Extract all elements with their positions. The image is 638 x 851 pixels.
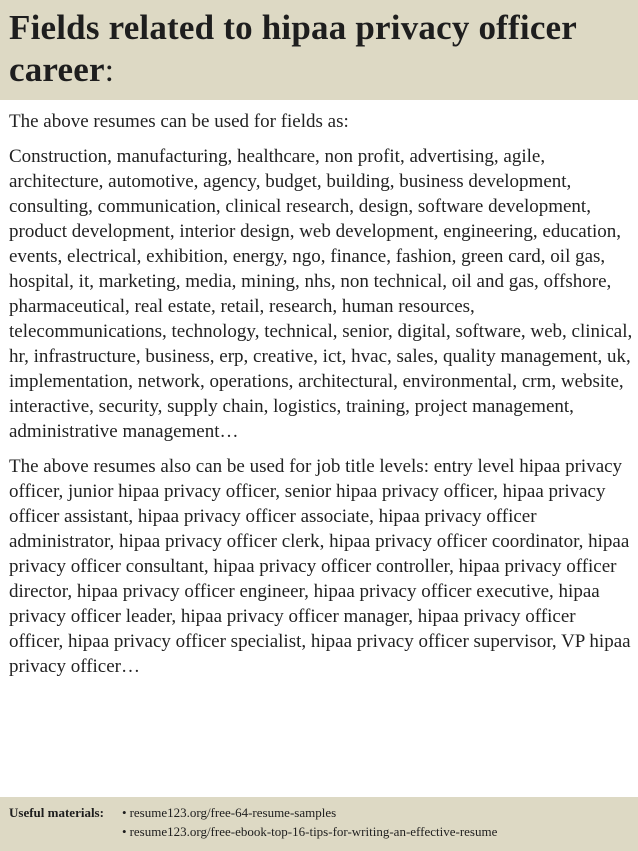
footer-row-1 bbox=[9, 803, 629, 822]
footer-link-ebook[interactable]: resume123.org/free-ebook-top-16-tips-for-writing-an-effective-resume bbox=[129, 824, 498, 839]
footer-label: Useful materials: bbox=[9, 805, 104, 820]
title-band bbox=[0, 0, 638, 100]
footer-row-2 bbox=[9, 822, 629, 841]
page-title bbox=[9, 7, 629, 92]
footer-band bbox=[0, 797, 638, 851]
fields-paragraph: Construction, manufacturing, healthcare, non profit, advertising, agile, architecture, automotive, agency, budget, building, business development, consulting, communication, clinical research, design, software development, product development, interior design, web development, engineering, education, events, electrical, exhibition, energy, ngo, finance, fashion, green card, oil gas, hospital, it, marketing, media, mining, nhs, non technical, oil and gas, offshore, pharmaceutical, real estate, retail, research, human resources, telecommunications, technology, technical, senior, digital, software, web, clinical, hr, infrastructure, business, erp, creative, ict, hvac, sales, quality management, uk, implementation, network, operations, architectural, environmental, crm, website, interactive, security, supply chain, logistics, training, project management, administrative management… bbox=[9, 146, 633, 442]
page-title-colon: : bbox=[104, 53, 115, 89]
footer-link-resume-samples[interactable]: resume123.org/free-64-resume-samples bbox=[129, 805, 337, 820]
job-levels-paragraph: The above resumes also can be used for job title levels: entry level hipaa privacy officer, junior hipaa privacy officer, senior hipaa privacy officer, hipaa privacy officer assistant, hipaa privacy officer associate, hipaa privacy officer administrator, hipaa privacy officer clerk, hipaa privacy officer coordinator, hipaa privacy officer consultant, hipaa privacy officer controller, hipaa privacy officer director, hipaa privacy officer engineer, hipaa privacy officer executive, hipaa privacy officer leader, hipaa privacy officer manager, hipaa privacy officer officer, hipaa privacy officer specialist, hipaa privacy officer supervisor, VP hipaa privacy officer… bbox=[9, 456, 631, 677]
main-content bbox=[9, 110, 633, 689]
intro-text: The above resumes can be used for fields as: bbox=[9, 111, 349, 132]
bullet-icon: • bbox=[122, 805, 127, 820]
page-title-main: Fields related to hipaa privacy officer career bbox=[9, 8, 577, 89]
bullet-icon: • bbox=[122, 824, 127, 839]
